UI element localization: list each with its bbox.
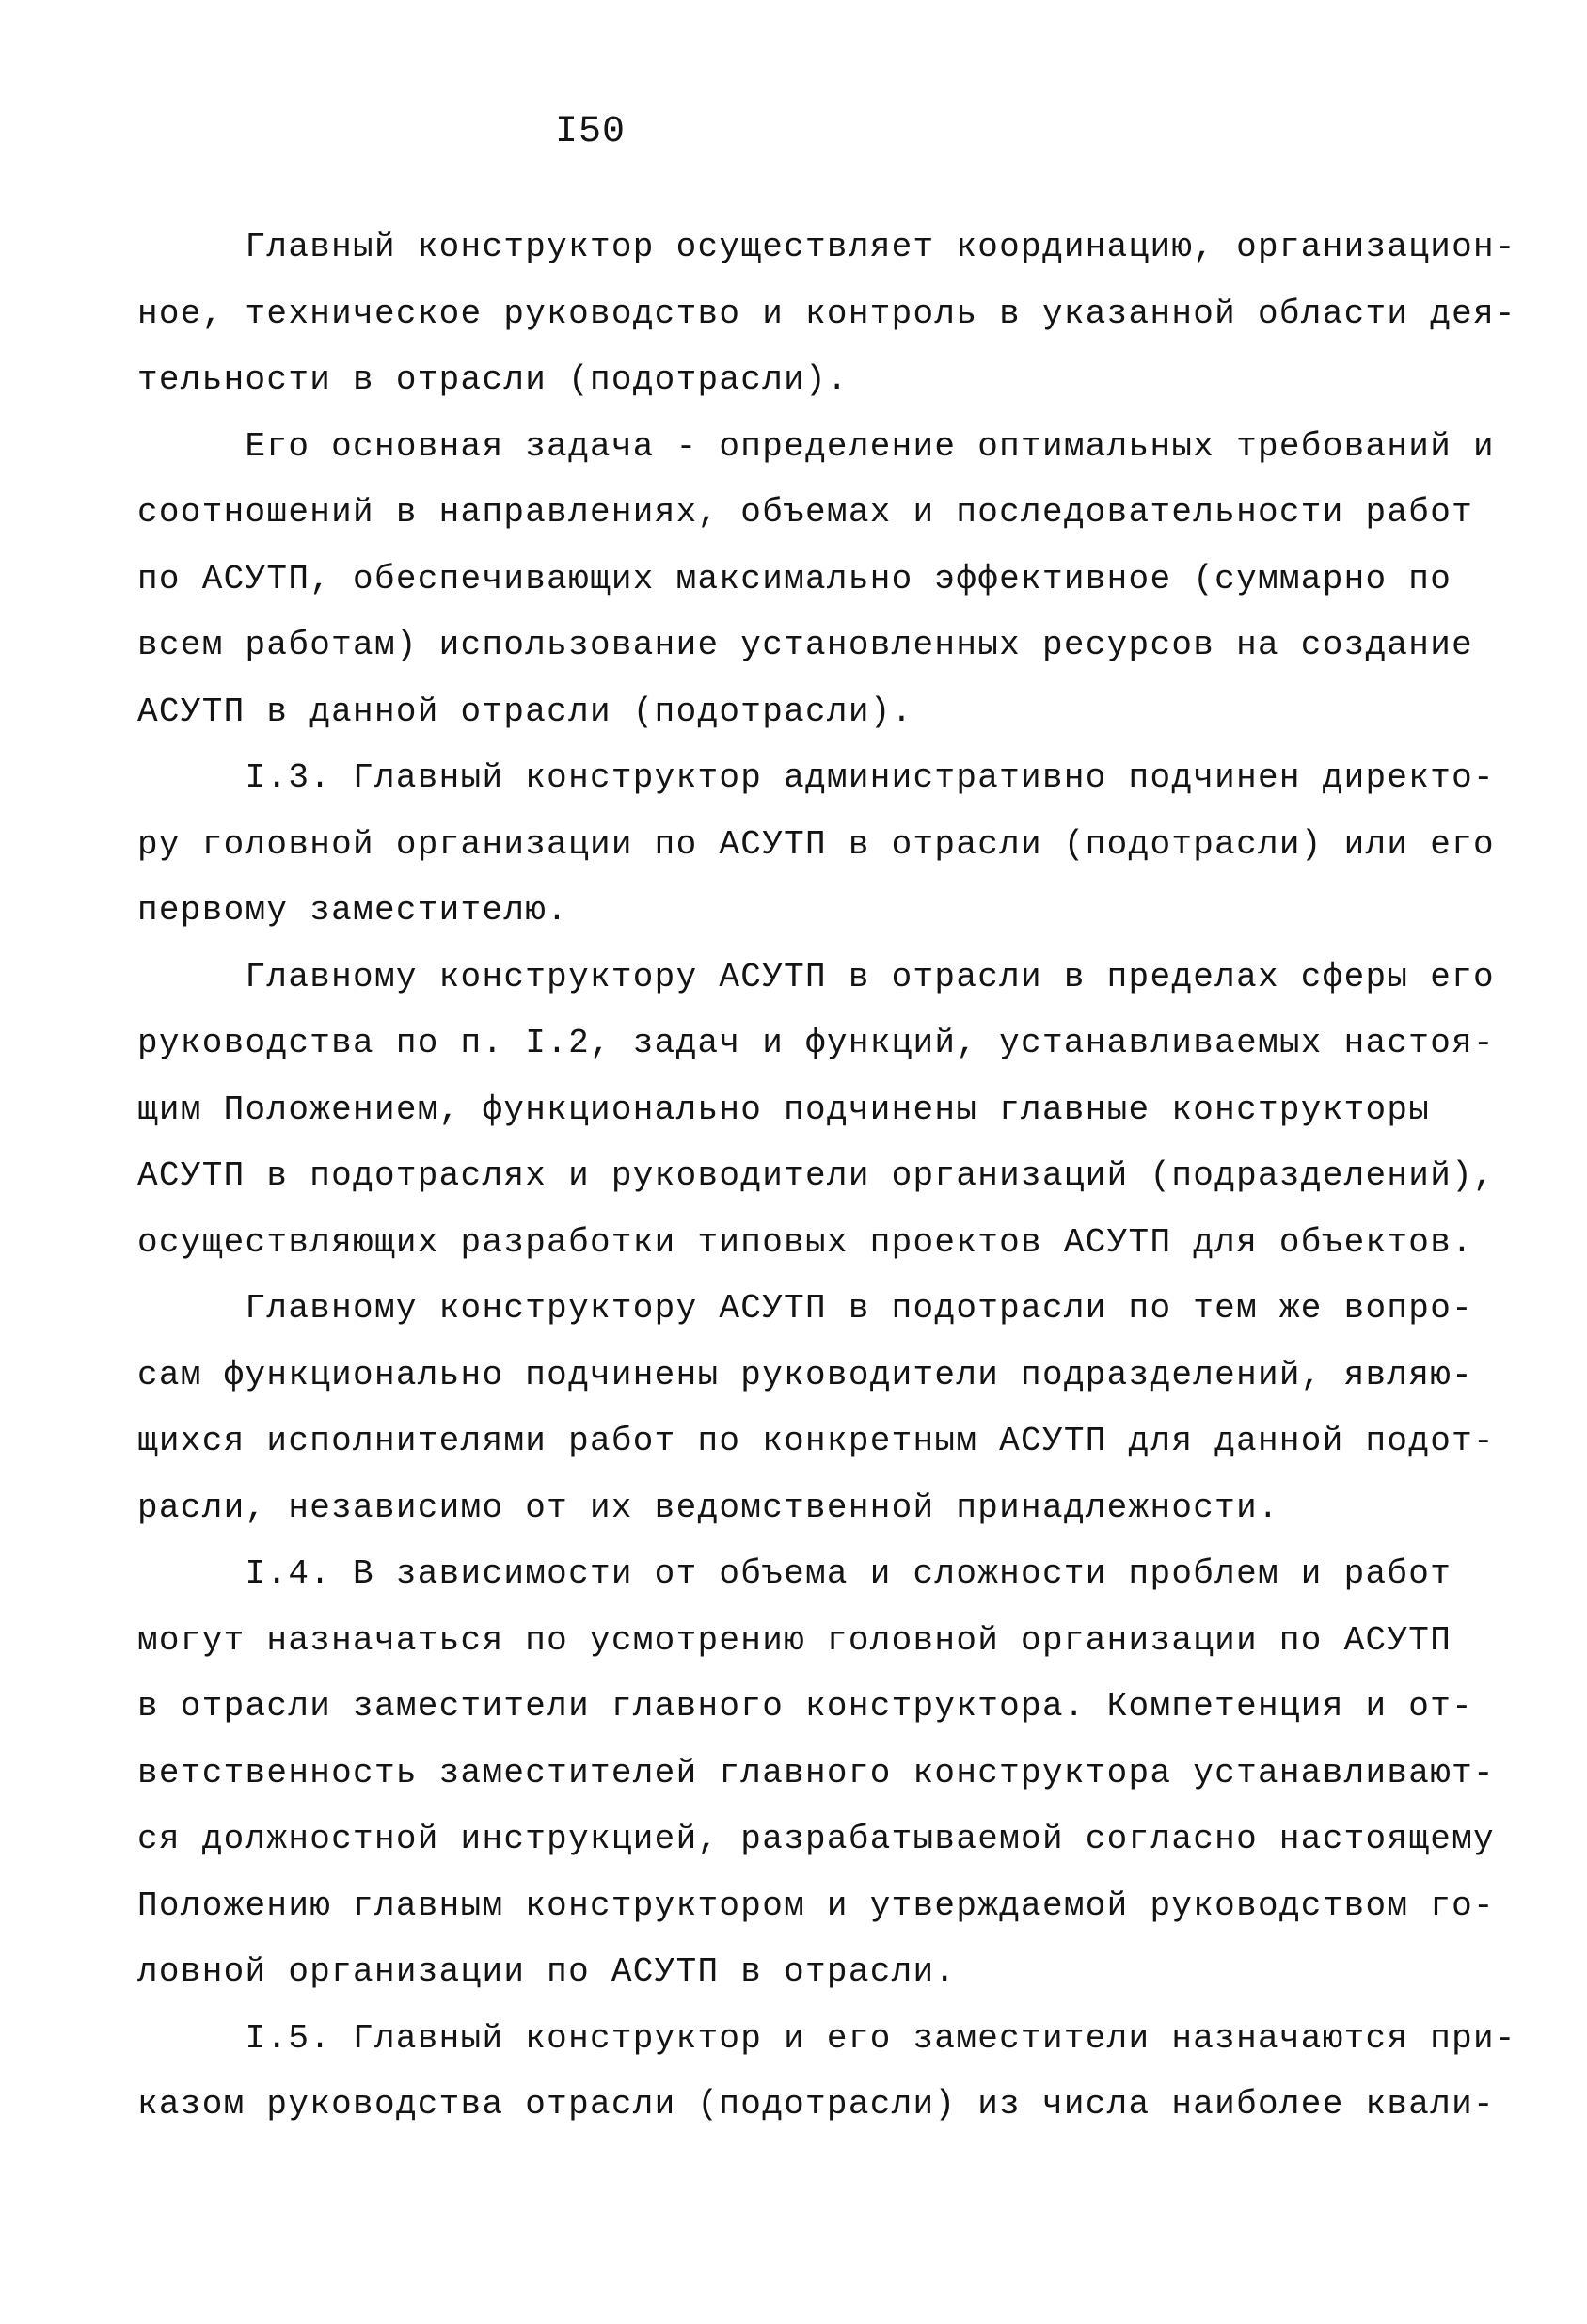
text-line: всем работам) использование установленных ресурсов на создание <box>137 626 1474 664</box>
text-line: ное, техническое руководство и контроль в указанной области дея- <box>137 294 1516 333</box>
text-line: I.5. Главный конструктор и его заместители назначаются при- <box>137 2018 1516 2058</box>
text-line: первому заместителю. <box>137 891 569 930</box>
text-line: ветственность заместителей главного конструктора устанавливают- <box>137 1753 1495 1792</box>
text-line: руководства по п. I.2, задач и функций, устанавливаемых настоя- <box>137 1024 1495 1062</box>
text-line: Главному конструктору АСУТП в отрасли в пределах сферы его <box>137 957 1495 996</box>
text-line: АСУТП в подотраслях и руководители организаций (подразделений), <box>137 1156 1495 1195</box>
text-line: сам функционально подчинены руководители подразделений, являю- <box>137 1355 1474 1394</box>
page-number: I50 <box>555 111 627 153</box>
text-line: по АСУТП, обеспечивающих максимально эффективное (суммарно по <box>137 559 1452 598</box>
text-line: Положению главным конструктором и утверждаемой руководством го- <box>137 1886 1495 1925</box>
text-line: осуществляющих разработки типовых проектов АСУТП для объектов. <box>137 1222 1474 1262</box>
text-line: ловной организации по АСУТП в отрасли. <box>137 1952 957 1991</box>
text-line: соотношений в направлениях, объемах и последовательности работ <box>137 493 1474 532</box>
text-line: Главному конструктору АСУТП в подотрасли по тем же вопро- <box>137 1289 1474 1328</box>
text-line: тельности в отрасли (подотрасли). <box>137 360 849 399</box>
text-line: в отрасли заместители главного конструктора. Компетенция и от- <box>137 1687 1474 1726</box>
text-line: расли, независимо от их ведомственной принадлежности. <box>137 1488 1279 1527</box>
text-line: Главный конструктор осуществляет координацию, организацион- <box>137 228 1516 266</box>
text-line: щим Положением, функционально подчинены главные конструкторы <box>137 1090 1431 1129</box>
text-line: казом руководства отрасли (подотрасли) из числа наиболее квали- <box>137 2085 1495 2124</box>
text-line: могут назначаться по усмотрению головной организации по АСУТП <box>137 1620 1452 1660</box>
text-line: I.4. В зависимости от объема и сложности проблем и работ <box>137 1554 1452 1593</box>
text-line: Его основная задача - определение оптимальных требований и <box>137 426 1495 466</box>
body-text <box>137 215 1516 2139</box>
text-line: ся должностной инструкцией, разрабатываемой согласно настоящему <box>137 1820 1495 1858</box>
text-line: щихся исполнителями работ по конкретным АСУТП для данной подот- <box>137 1422 1495 1460</box>
text-line: I.3. Главный конструктор административно подчинен директо- <box>137 758 1495 797</box>
text-line: ру головной организации по АСУТП в отрасли (подотрасли) или его <box>137 824 1495 864</box>
text-line: АСУТП в данной отрасли (подотрасли). <box>137 692 913 731</box>
